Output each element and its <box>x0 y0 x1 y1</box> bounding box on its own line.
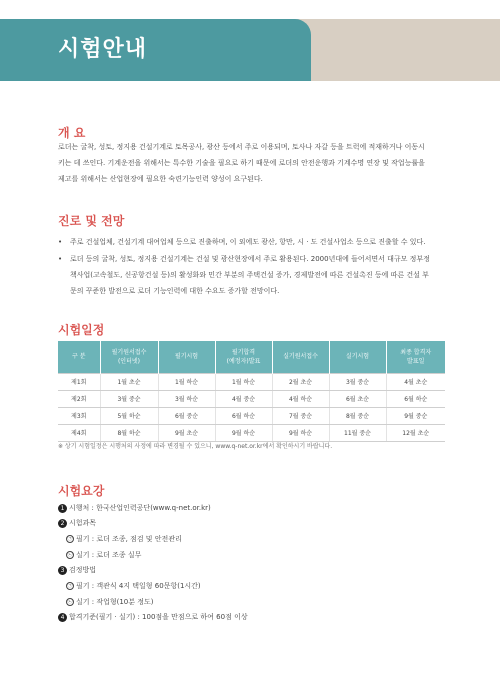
subitem-marker-icon: ㉡ <box>67 599 73 605</box>
subitem-marker-icon: ㉡ <box>67 552 73 558</box>
overview-line: 키는 데 쓰인다. 기계운전을 위해서는 특수한 기술을 필요로 하기 때문에 로더의 안전운행과 기계수명 연장 및 작업능률을 <box>58 159 425 167</box>
number-3-icon: 3 <box>58 566 67 575</box>
table-cell: 6월 중순 <box>158 407 215 424</box>
column-header: 실기원서접수 <box>272 341 329 373</box>
number-1-icon: 1 <box>58 504 67 513</box>
requirement-text: 시행처 : 한국산업인력공단(www.q-net.or.kr) <box>69 504 211 512</box>
requirements-heading: 시험요강 <box>58 484 105 498</box>
number-4-icon: 4 <box>58 613 67 622</box>
requirement-subtext: 필기 : 객관식 4지 택일형 60문항(1시간) <box>76 582 201 590</box>
bullet-icon: • <box>58 238 63 246</box>
requirement-item <box>58 564 96 576</box>
number-2-icon: 2 <box>58 519 67 528</box>
table-cell: 8월 하순 <box>100 424 158 441</box>
overview-line: 로더는 굴착, 성토, 정지용 건설기계로 토목공사, 광산 등에서 주로 이용되며, 토사나 자갈 등을 트럭에 적재하거나 이동시 <box>58 143 425 151</box>
column-header: 필기원서접수 (인터넷) <box>100 341 158 373</box>
table-row <box>58 407 445 424</box>
table-cell: 9월 중순 <box>386 407 445 424</box>
career-heading: 진로 및 전망 <box>58 214 125 228</box>
table-cell: 6월 하순 <box>215 407 272 424</box>
requirement-subtext: 필기 : 로더 조종, 점검 및 안전관리 <box>76 535 182 543</box>
table-cell: 1월 초순 <box>100 373 158 390</box>
overview-paragraph <box>58 139 446 187</box>
table-cell: 6월 초순 <box>329 390 386 407</box>
table-row <box>58 390 445 407</box>
career-bullet-line: 주로 건설업체, 건설기계 대여업체 등으로 진출하며, 이 외에도 광산, 항만, 시 · 도 건설사업소 등으로 진출할 수 있다. <box>70 238 426 246</box>
career-bullet-line: 로더 등의 굴착, 성토, 정지용 건설기계는 건설 및 광산현장에서 주로 활용된다. 2000년대에 들어서면서 대규모 정부정 <box>70 255 430 263</box>
bullet-icon: • <box>58 255 63 263</box>
table-cell: 2월 초순 <box>272 373 329 390</box>
requirement-item <box>58 502 211 514</box>
requirement-subtext: 실기 : 작업형(10분 정도) <box>76 598 154 606</box>
table-cell: 11월 중순 <box>329 424 386 441</box>
table-cell: 7월 중순 <box>272 407 329 424</box>
requirement-subitem <box>66 596 154 608</box>
table-cell: 4월 하순 <box>272 390 329 407</box>
career-bullet <box>58 251 446 299</box>
requirement-text: 시험과목 <box>69 519 97 527</box>
table-cell: 6월 하순 <box>386 390 445 407</box>
table-row <box>58 424 445 441</box>
column-header: 필기시험 <box>158 341 215 373</box>
schedule-note: ※ 상기 시험일정은 시행처의 사정에 따라 변경될 수 있으니, www.q-net.or.kr에서 확인하시기 바랍니다. <box>58 443 333 450</box>
table-cell: 4월 초순 <box>386 373 445 390</box>
requirement-subitem <box>66 549 141 561</box>
column-header: 실기시험 <box>329 341 386 373</box>
table-cell: 제1회 <box>58 373 100 390</box>
table-cell: 5월 하순 <box>100 407 158 424</box>
subitem-marker-icon: ㉠ <box>67 583 73 589</box>
header-tab <box>0 19 311 81</box>
schedule-header-row <box>58 341 445 373</box>
table-cell: 9월 하순 <box>272 424 329 441</box>
overview-line: 제고를 위해서는 산업현장에 필요한 숙련기능인력 양성이 요구된다. <box>58 175 263 183</box>
subitem-marker-icon: ㉠ <box>67 536 73 542</box>
requirement-item <box>58 611 248 623</box>
table-cell: 1월 하순 <box>158 373 215 390</box>
table-row <box>58 373 445 390</box>
column-header: 구 분 <box>58 341 100 373</box>
table-cell: 12월 초순 <box>386 424 445 441</box>
career-bullet-line: 문의 꾸준한 발전으로 로더 기능인력에 대한 수요도 증가할 전망이다. <box>70 287 280 295</box>
requirement-subitem <box>66 580 201 592</box>
table-cell: 3월 중순 <box>329 373 386 390</box>
column-header: 최종 합격자 발표일 <box>386 341 445 373</box>
table-cell: 9월 초순 <box>158 424 215 441</box>
table-cell: 3월 중순 <box>100 390 158 407</box>
table-cell: 8월 중순 <box>329 407 386 424</box>
table-cell: 1월 하순 <box>215 373 272 390</box>
column-header: 필기합격 (예정자)발표 <box>215 341 272 373</box>
career-bullet <box>58 234 446 250</box>
career-bullet-line: 책사업(고속철도, 신공항건설 등)의 활성화와 민간 부분의 주택건설 증가, 경제발전에 따른 건설촉진 등에 따른 건설 부 <box>70 271 429 279</box>
table-cell: 3월 하순 <box>158 390 215 407</box>
table-cell: 제2회 <box>58 390 100 407</box>
page-title: 시험안내 <box>58 37 148 62</box>
requirement-subtext: 실기 : 로더 조종 실무 <box>76 551 142 559</box>
requirement-text: 검정방법 <box>69 566 97 574</box>
table-cell: 제4회 <box>58 424 100 441</box>
table-cell: 9월 하순 <box>215 424 272 441</box>
table-cell: 4월 중순 <box>215 390 272 407</box>
table-cell: 제3회 <box>58 407 100 424</box>
requirement-subitem <box>66 533 182 545</box>
requirement-item <box>58 517 96 529</box>
overview-heading: 개 요 <box>58 126 86 140</box>
schedule-table <box>58 341 445 442</box>
requirement-text: 합격기준(필기 · 실기) : 100점을 만점으로 하여 60점 이상 <box>69 613 248 621</box>
schedule-heading: 시험일정 <box>58 323 105 337</box>
